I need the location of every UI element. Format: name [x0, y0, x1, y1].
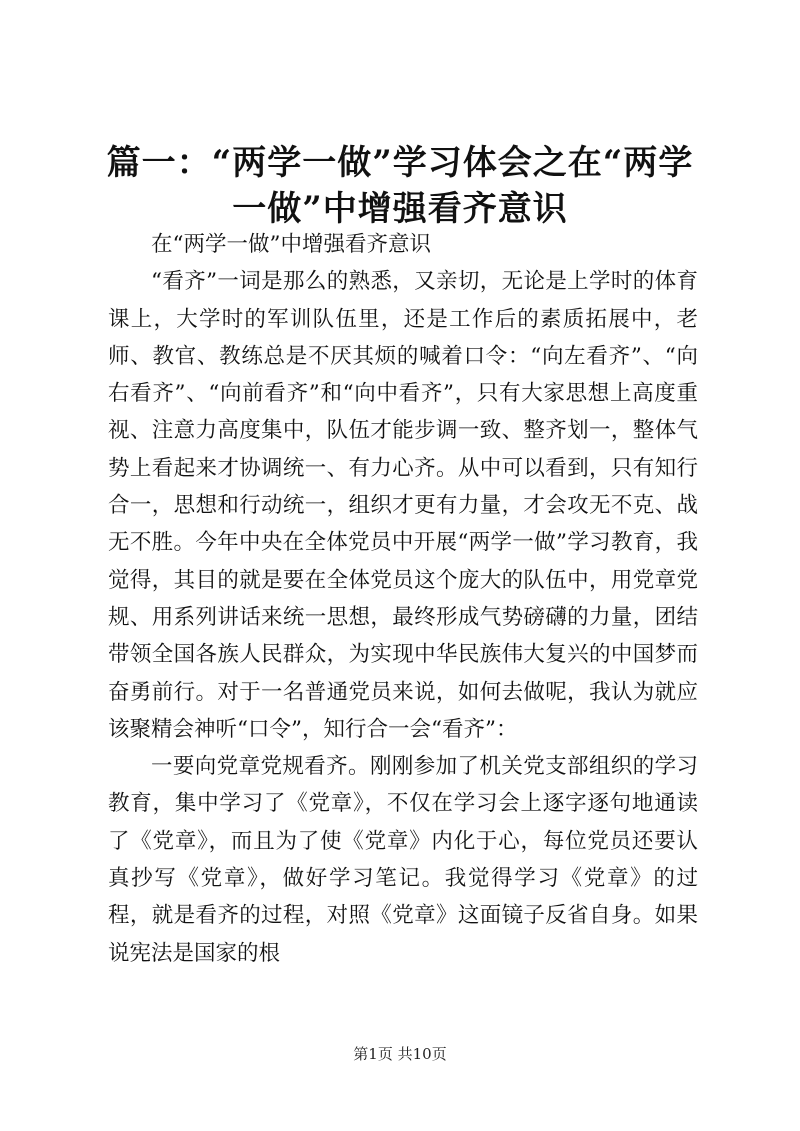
document-body [108, 226, 698, 972]
document-title: 篇一：“两学一做”学习体会之在“两学一做”中增强看齐意识 [106, 143, 694, 229]
paragraph-point-one: 一要向党章党规看齐。刚刚参加了机关党支部组织的学习教育，集中学习了《党章》，不仅在学习会上逐字逐句地通读了《党章》，而且为了使《党章》内化于心，每位党员还要认真抄写《党章》，做好学习笔记。我觉得学习《党章》的过程，就是看齐的过程，对照《党章》这面镜子反省自身。如果说宪法是国家的根 [108, 754, 698, 966]
page-footer: 第1页 共10页 [353, 1045, 447, 1063]
paragraph-intro: “看齐”一词是那么的熟悉，又亲切，无论是上学时的体育课上，大学时的军训队伍里，还是工作后的素质拓展中，老师、教官、教练总是不厌其烦的喊着口令：“向左看齐”、“向右看齐”、“向前看齐”和“向中看齐”，只有大家思想上高度重视、注意力高度集中，队伍才能步调一致、整齐划一，整体气势上看起来才协调统一、有力心齐。从中可以看到，只有知行合一，思想和行动统一，组织才更有力量，才会攻无不克、战无不胜。今年中央在全体党员中开展“两学一做”学习教育，我觉得，其目的就是要在全体党员这个庞大的队伍中，用党章党规、用系列讲话来统一思想，最终形成气势磅礴的力量，团结带领全国各族人民群众，为实现中华民族伟大复兴的中国梦而奋勇前行。对于一名普通党员来说，如何去做呢，我认为就应该聚精会神听“口令”，知行合一会“看齐”： [108, 269, 698, 742]
paragraph-subtitle: 在“两学一做”中增强看齐意识 [151, 232, 431, 257]
